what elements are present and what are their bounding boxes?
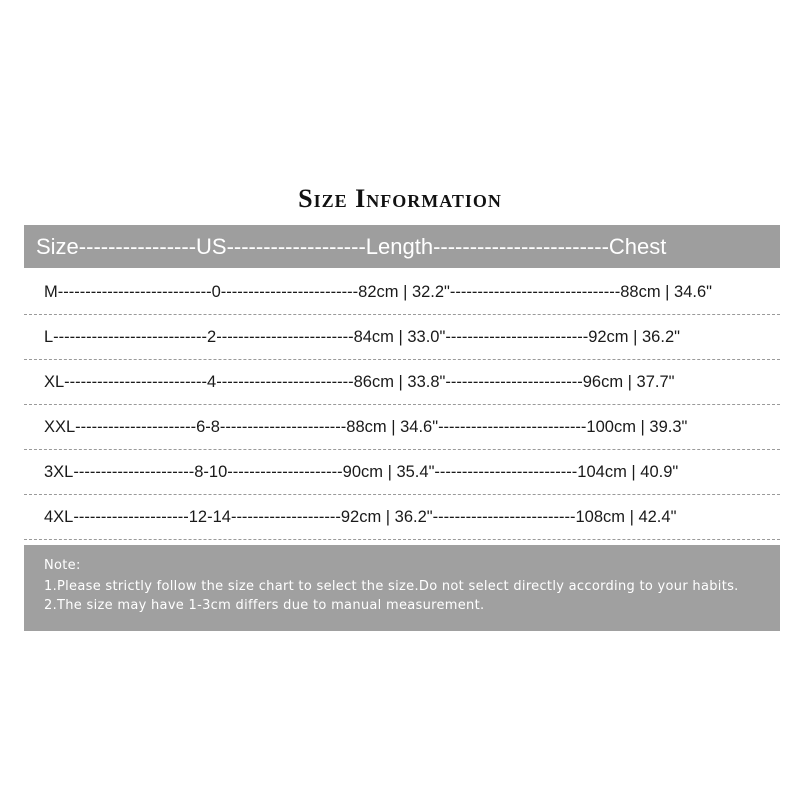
table-row xyxy=(24,495,780,540)
note-line-1: 1.Please strictly follow the size chart to select the size.Do not select directly according to your habits. xyxy=(44,579,739,594)
row-text: L----------------------------2-------------------------84cm | 33.0"--------------------------92cm | 36.2" xyxy=(44,328,680,346)
table-row xyxy=(24,405,780,450)
page-title: Size Information xyxy=(298,184,502,213)
table-header-label: Size----------------US-------------------Length------------------------Chest xyxy=(36,234,667,259)
row-text: 3XL----------------------8-10---------------------90cm | 35.4"--------------------------104cm | 40.9" xyxy=(44,463,679,481)
row-text: M----------------------------0-------------------------82cm | 32.2"-------------------------------88cm | 34.6" xyxy=(44,283,713,301)
table-row xyxy=(24,270,780,315)
table-row xyxy=(24,450,780,495)
row-text: 4XL---------------------12-14--------------------92cm | 36.2"--------------------------108cm | 42.4" xyxy=(44,508,677,526)
note-heading: Note: xyxy=(44,558,81,573)
note-box xyxy=(24,545,780,631)
table-header xyxy=(24,225,780,268)
table-row xyxy=(24,315,780,360)
note-line-2: 2.The size may have 1-3cm differs due to manual measurement. xyxy=(44,598,485,613)
table-row xyxy=(24,360,780,405)
row-text: XXL----------------------6-8-----------------------88cm | 34.6"---------------------------100cm | 39.3" xyxy=(44,418,688,436)
row-text: XL--------------------------4-------------------------86cm | 33.8"-------------------------96cm | 37.7" xyxy=(44,373,675,391)
